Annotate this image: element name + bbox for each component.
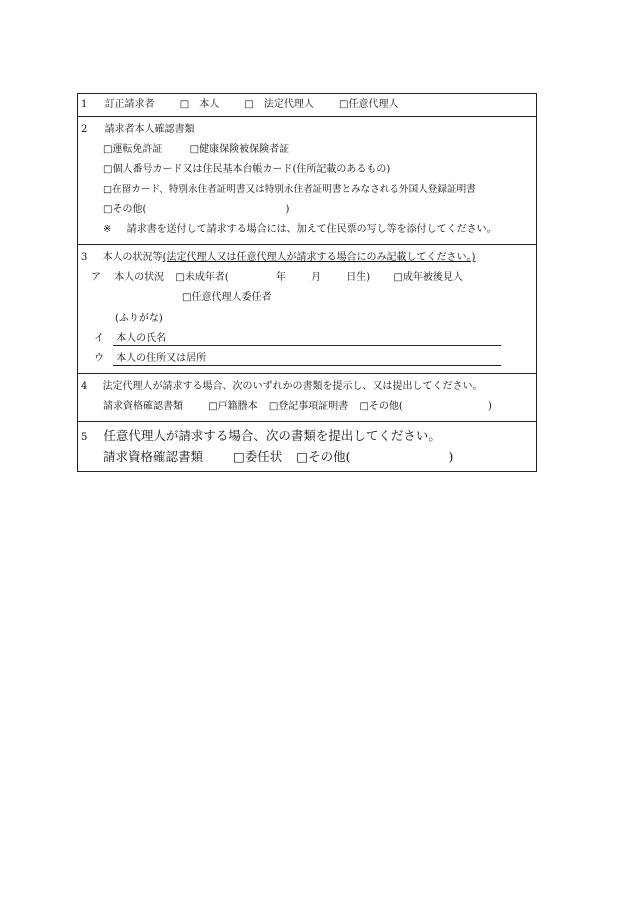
section-requester xyxy=(78,94,536,117)
section-id-documents xyxy=(78,117,536,245)
checkbox-registry-certificate[interactable]: □登記事項証明書 xyxy=(268,401,349,412)
checkbox-health-insurance[interactable]: □健康保険被保険者証 xyxy=(189,144,290,155)
principal-status-label: 本人の状況等 xyxy=(102,252,163,263)
mail-note: 請求書を送付して請求する場合には、加えて住民票の写し等を添付してください。 xyxy=(126,224,497,235)
section-principal-status xyxy=(78,245,536,374)
id-documents-label: 請求者本人確認書類 xyxy=(104,124,195,135)
status-label: 本人の状況 xyxy=(114,272,165,283)
note-mark: ※ xyxy=(103,224,112,235)
section-number: 5 xyxy=(81,432,88,443)
checkbox-self[interactable]: □ 本人 xyxy=(179,99,220,110)
mark-a: ア xyxy=(91,272,101,283)
year-label: 年 xyxy=(275,272,286,283)
section-legal-agent-docs xyxy=(78,374,536,422)
other-legal-close: ) xyxy=(488,401,492,412)
principal-status-note: (法定代理人又は任意代理人が請求する場合にのみ記載してください。) xyxy=(162,252,476,263)
voluntary-agent-instruction: 任意代理人が請求する場合、次の書類を提出してください。 xyxy=(103,428,441,443)
other-id-close: ) xyxy=(285,204,290,215)
checkbox-residence-card[interactable]: □在留カード、特別永住者証明書又は特別永住者証明書とみなされる外国人登録証明書 xyxy=(103,184,476,195)
requester-label: 訂正請求者 xyxy=(104,99,155,110)
mark-u: ウ xyxy=(94,353,104,364)
principal-address-field[interactable] xyxy=(113,365,501,366)
legal-agent-instruction: 法定代理人が請求する場合、次のいずれかの書類を提示し、又は提出してください。 xyxy=(102,381,483,392)
section-number: 2 xyxy=(81,124,88,135)
correction-request-form xyxy=(77,93,537,472)
checkbox-other-id[interactable]: □その他( xyxy=(103,204,147,215)
other-voluntary-close: ) xyxy=(448,449,454,464)
checkbox-other-legal[interactable]: □その他( xyxy=(359,401,403,412)
checkbox-adult-ward[interactable]: □成年被後見人 xyxy=(393,272,463,283)
checkbox-power-of-attorney[interactable]: □委任状 xyxy=(233,449,283,464)
checkbox-other-voluntary[interactable]: □その他( xyxy=(296,449,351,464)
section-number: 4 xyxy=(81,381,88,392)
furigana-label: (ふりがな) xyxy=(115,313,163,324)
qualification-docs-label: 請求資格確認書類 xyxy=(103,449,204,464)
section-voluntary-agent-docs xyxy=(78,422,536,471)
checkbox-minor[interactable]: □未成年者( xyxy=(175,272,229,283)
checkbox-drivers-license[interactable]: □運転免許証 xyxy=(103,144,163,155)
checkbox-legal-agent[interactable]: □ 法定代理人 xyxy=(244,99,314,110)
month-label: 月 xyxy=(311,272,322,283)
qualification-docs-label: 請求資格確認書類 xyxy=(103,401,183,412)
checkbox-agent-principal[interactable]: □任意代理人委任者 xyxy=(182,292,272,303)
principal-name-field[interactable] xyxy=(113,345,501,346)
principal-address-label: 本人の住所又は居所 xyxy=(116,353,207,364)
checkbox-voluntary-agent[interactable]: □任意代理人 xyxy=(339,99,399,110)
checkbox-my-number-card[interactable]: □個人番号カード又は住民基本台帳カード(住所記載のあるもの) xyxy=(103,164,391,175)
mark-i: イ xyxy=(94,333,104,344)
day-born-label: 日生) xyxy=(346,272,371,283)
principal-name-label: 本人の氏名 xyxy=(116,333,167,344)
checkbox-family-register[interactable]: □戸籍謄本 xyxy=(208,401,258,412)
section-number: 3 xyxy=(81,252,88,263)
section-number: 1 xyxy=(81,99,88,110)
